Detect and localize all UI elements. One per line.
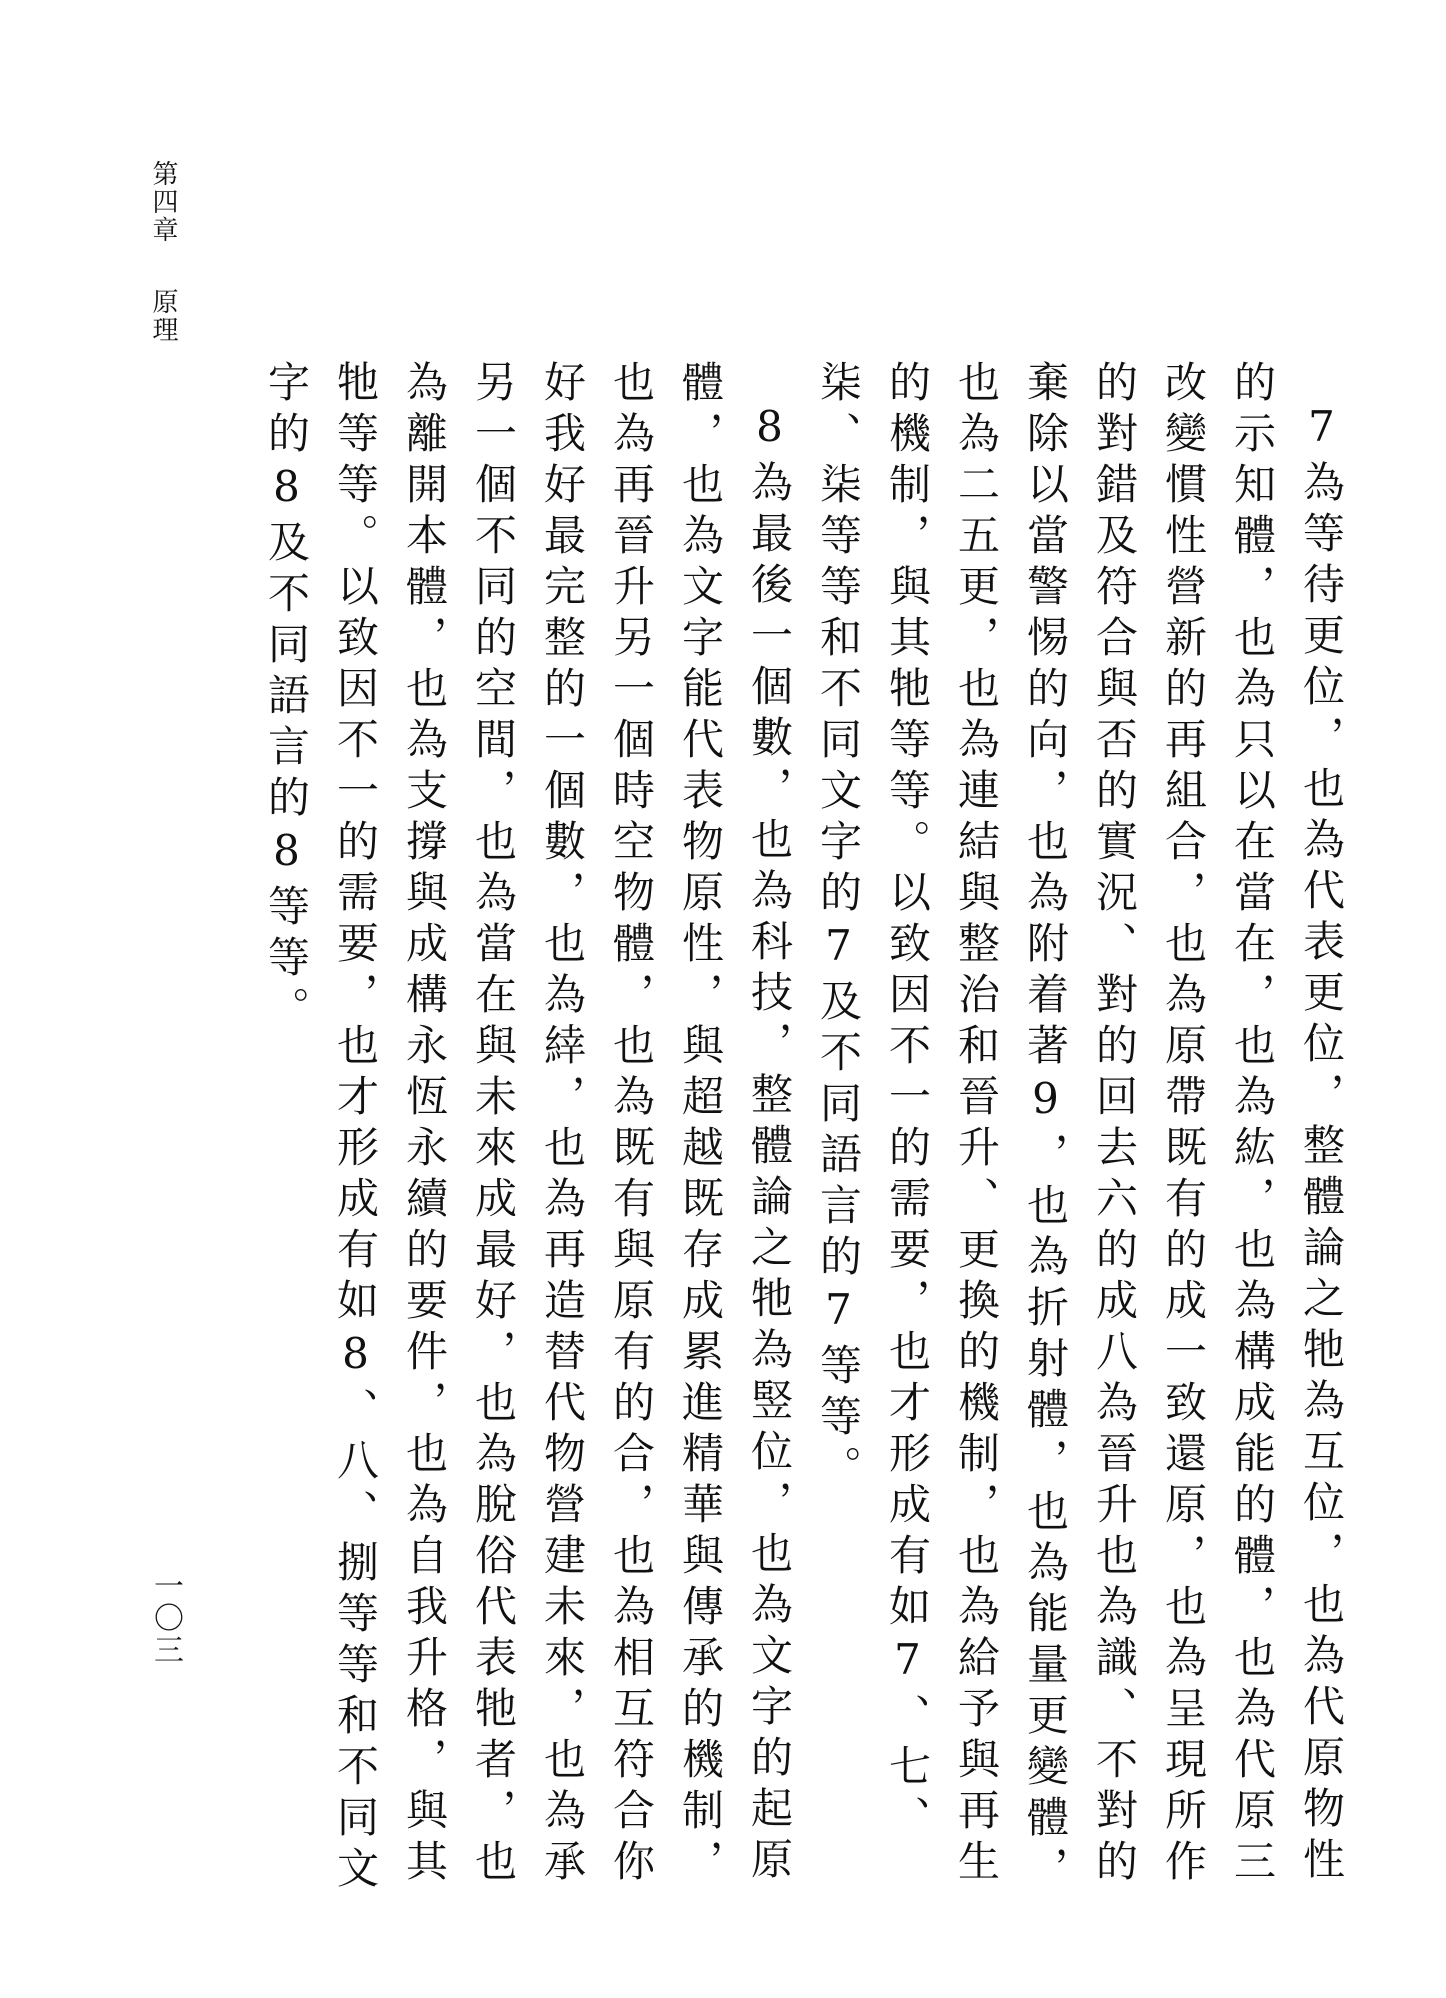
body-text (252, 360, 1356, 1920)
page-number: 一〇三 (148, 1570, 183, 1666)
paragraph-eight: 8為最後一個數，也為科技，整體論之牠為竪位，也為文字的起原體，也為文字能代表物原性，與超越既存成累進精華與傳承的機制，也為再晉升另一個時空物體，也為既有與原有的合，也為相互符合你好我好最完整的一個數，也為緈，也為再造替代物營建未來，也為承另一個不同的空間，也為當在與未來成最好，也為脫俗代表牠者，也為離開本體，也為支撐與成構永恆永續的要件，也為自我升格，與其牠等等。以致因不一的需要，也才形成有如8、八、捌等等和不同文字的8及不同語言的8等等。 (262, 360, 794, 1897)
paragraph-seven: 7為等待更位，也為代表更位，整體論之牠為互位，也為代原物性的示知體，也為只以在當在，也為紘，也為構成能的體，也為代原三改變慣性營新的再組合，也為原帶既有的成一致還原，也為呈現所作的對錯及符合與否的實況、對的回去六的成八為晉升也為識、不對的棄除以當警惕的向，也為附着著9，也為折射體，也為能量更變體，也為二五更，也為連結與整治和晉升、更換的機制，也為給予與再生的機制，與其牠等等。以致因不一的需要，也才形成有如7、七、柒、柒等等和不同文字的7及不同語言的7等等。 (814, 360, 1346, 1897)
chapter-label: 第四章 (148, 160, 178, 244)
section-label: 原理 (148, 288, 178, 344)
running-header (148, 160, 178, 344)
